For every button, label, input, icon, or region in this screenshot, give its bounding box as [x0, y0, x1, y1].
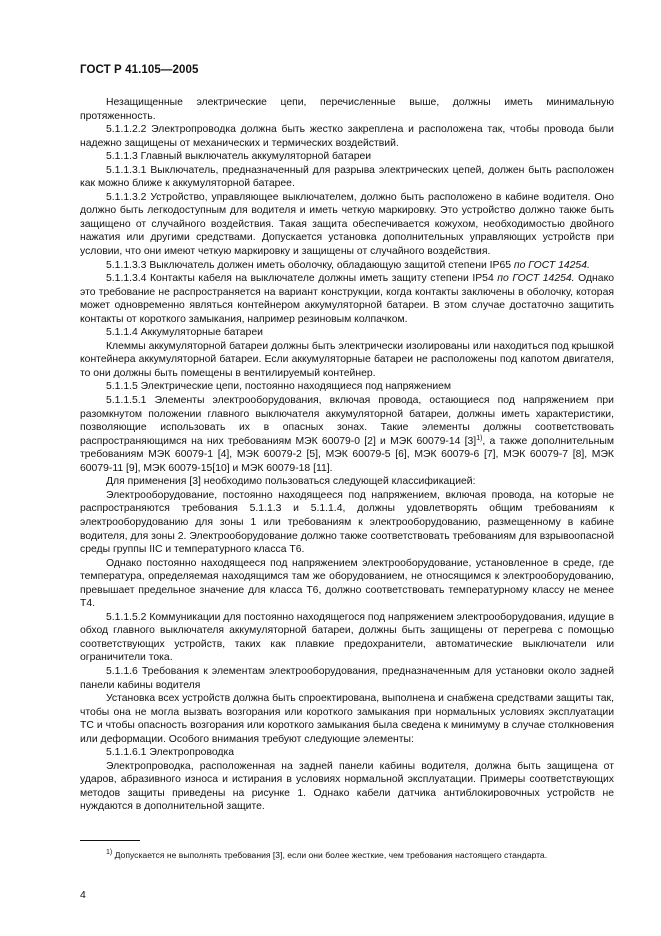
standard-reference: по ГОСТ 14254. [513, 259, 590, 271]
paragraph-text: 5.1.1.3.4 Контакты кабеля на выключателе должны иметь защиту степени IP54 [106, 273, 494, 285]
footnote-divider [80, 840, 140, 841]
section-heading: 5.1.1.4 Аккумуляторные батареи [106, 327, 263, 339]
footnote-text: Допускается не выполнять требования [3], если они более жесткие, чем требования настоящего стандарта. [114, 850, 548, 860]
paragraph: 5.1.1.3.1 Выключатель, предназначенный для разрыва электрических цепей, должен быть расположен как можно ближе к аккумуляторной батарее. [80, 164, 614, 190]
paragraph [80, 272, 614, 326]
paragraph: Однако постоянно находящееся под напряжением электрооборудование, установленное в среде, где температура, определяемая находящимся там же оборудованием, не относящимся к электрооборудованию, превышает предельное значение для класса T6, должно соответствовать температурному классу не менее T4. [80, 557, 614, 610]
footnote [80, 849, 614, 861]
paragraph-text: Однако это требование не распространяется на вариант конструкции, когда контакты заключены в оболочку, которая может одновременно являться контейнером аккумуляторной батареи. В этом случае достаточно защитить контакты от короткого замыкания, например резиновым колпачком. [80, 273, 615, 325]
document-header: ГОСТ Р 41.105—2005 [80, 64, 199, 76]
footnote-marker: 1) [106, 849, 113, 856]
paragraph: Незащищенные электрические цепи, перечисленные выше, должны иметь минимальную протяженность. [80, 97, 614, 122]
section-heading: 5.1.1.3 Главный выключатель аккумуляторной батареи [106, 151, 372, 163]
paragraph: Для применения [3] необходимо пользоваться следующей классификацией: [106, 476, 476, 488]
section-heading: 5.1.1.5 Электрические цепи, постоянно находящиеся под напряжением [106, 381, 452, 393]
paragraph: Установка всех устройств должна быть спроектирована, выполнена и снабжена средствами защиты так, чтобы она не могла вызвать возгорания или короткого замыкания при нормальных условиях эксплуатации ТС и чтобы опасность возгорания или короткого замыкания была сведена к минимуму в случае столкновения или деформации. Особого внимания требуют следующие элементы: [80, 693, 614, 745]
paragraph-text: 5.1.1.5.1 Элементы электрооборудования, включая провода, остающиеся под напряжением при разомкнутом положении главного выключателя аккумуляторной батареи, должны иметь характеристики, позволяющие использовать их в опасных зонах. Такие элементы должны соответствовать распространяющимся на них требованиям МЭК 60079-0 [2] и МЭК 60079-14 [3] [80, 395, 614, 447]
standard-reference: по ГОСТ 14254. [497, 273, 575, 285]
paragraph: 5.1.1.2.2 Электропроводка должна быть жестко закреплена и расположена так, чтобы провода были надежно защищены от механических и термических воздействий. [80, 124, 614, 149]
paragraph-text: , а также дополнительным требованиям МЭК 60079-1 [4], МЭК 60079-2 [5], МЭК 60079-5 [6], МЭК 60079-6 [7], МЭК 60079-7 [8], МЭК 60079-11 [9], МЭК 60079-15[10] и МЭК 60079-18 [11]. [80, 435, 614, 474]
section-heading: 5.1.1.6.1 Электропроводка [106, 747, 235, 759]
main-content [80, 96, 614, 814]
section-heading: 5.1.1.6 Требования к элементам электрооборудования, предназначенным для установки около задней панели кабины водителя [80, 665, 614, 691]
paragraph: Клеммы аккумуляторной батареи должны быть электрически изолированы или находиться под крышкой контейнера аккумуляторной батареи. Если аккумуляторные батареи не расположены под капотом двигателя, то они должны быть помещены в вентилируемый контейнер. [80, 340, 614, 379]
paragraph [80, 259, 614, 273]
paragraph [80, 394, 614, 475]
paragraph: Электрооборудование, постоянно находящееся под напряжением, включая провода, на которые не распространяются требования 5.1.1.3 и 5.1.1.4, должны удовлетворять общим требованиям к электрооборудованию для зоны 1 или требованиям к электрооборудованию, размещенному в кабине водителя, для зоны 2. Электрооборудование должно также соответствовать требованиям для взрывоопасной среды группы IIC и температурного класса T6. [80, 489, 614, 556]
paragraph: 5.1.1.3.2 Устройство, управляющее выключателем, должно быть расположено в кабине водителя. Оно должно быть легкодоступным для водителя и иметь четкую маркировку. Это устройство должно также быть защищено от случайного воздействия. Такая защита обеспечивается кожухом, необходимостью двойного нажатия или другими средствами. Допускается установка дополнительных управляющих устройств при условии, что они имеют четкую маркировку и защищены от случайного воздействия. [80, 191, 614, 258]
paragraph: Электропроводка, расположенная на задней панели кабины водителя, должна быть защищена от ударов, абразивного износа и истирания в условиях нормальной эксплуатации. Примеры соответствующих методов защиты приведены на рисунке 1. Однако кабели датчика антиблокировочных устройств не нуждаются в дополнительной защите. [80, 760, 614, 813]
paragraph-text: 5.1.1.3.3 Выключатель должен иметь оболочку, обладающую защитой степени IP65 [106, 259, 512, 271]
paragraph: 5.1.1.5.2 Коммуникации для постоянно находящегося под напряжением электрооборудования, идущие в обход главного выключателя аккумуляторной батареи, должны быть защищены от перегрева с помощью соответствующих устройств, таких как плавкие предохранители, автоматические выключатели или ограничители тока. [80, 611, 614, 664]
page-number: 4 [80, 890, 86, 901]
footnote-reference: 1) [476, 434, 483, 442]
